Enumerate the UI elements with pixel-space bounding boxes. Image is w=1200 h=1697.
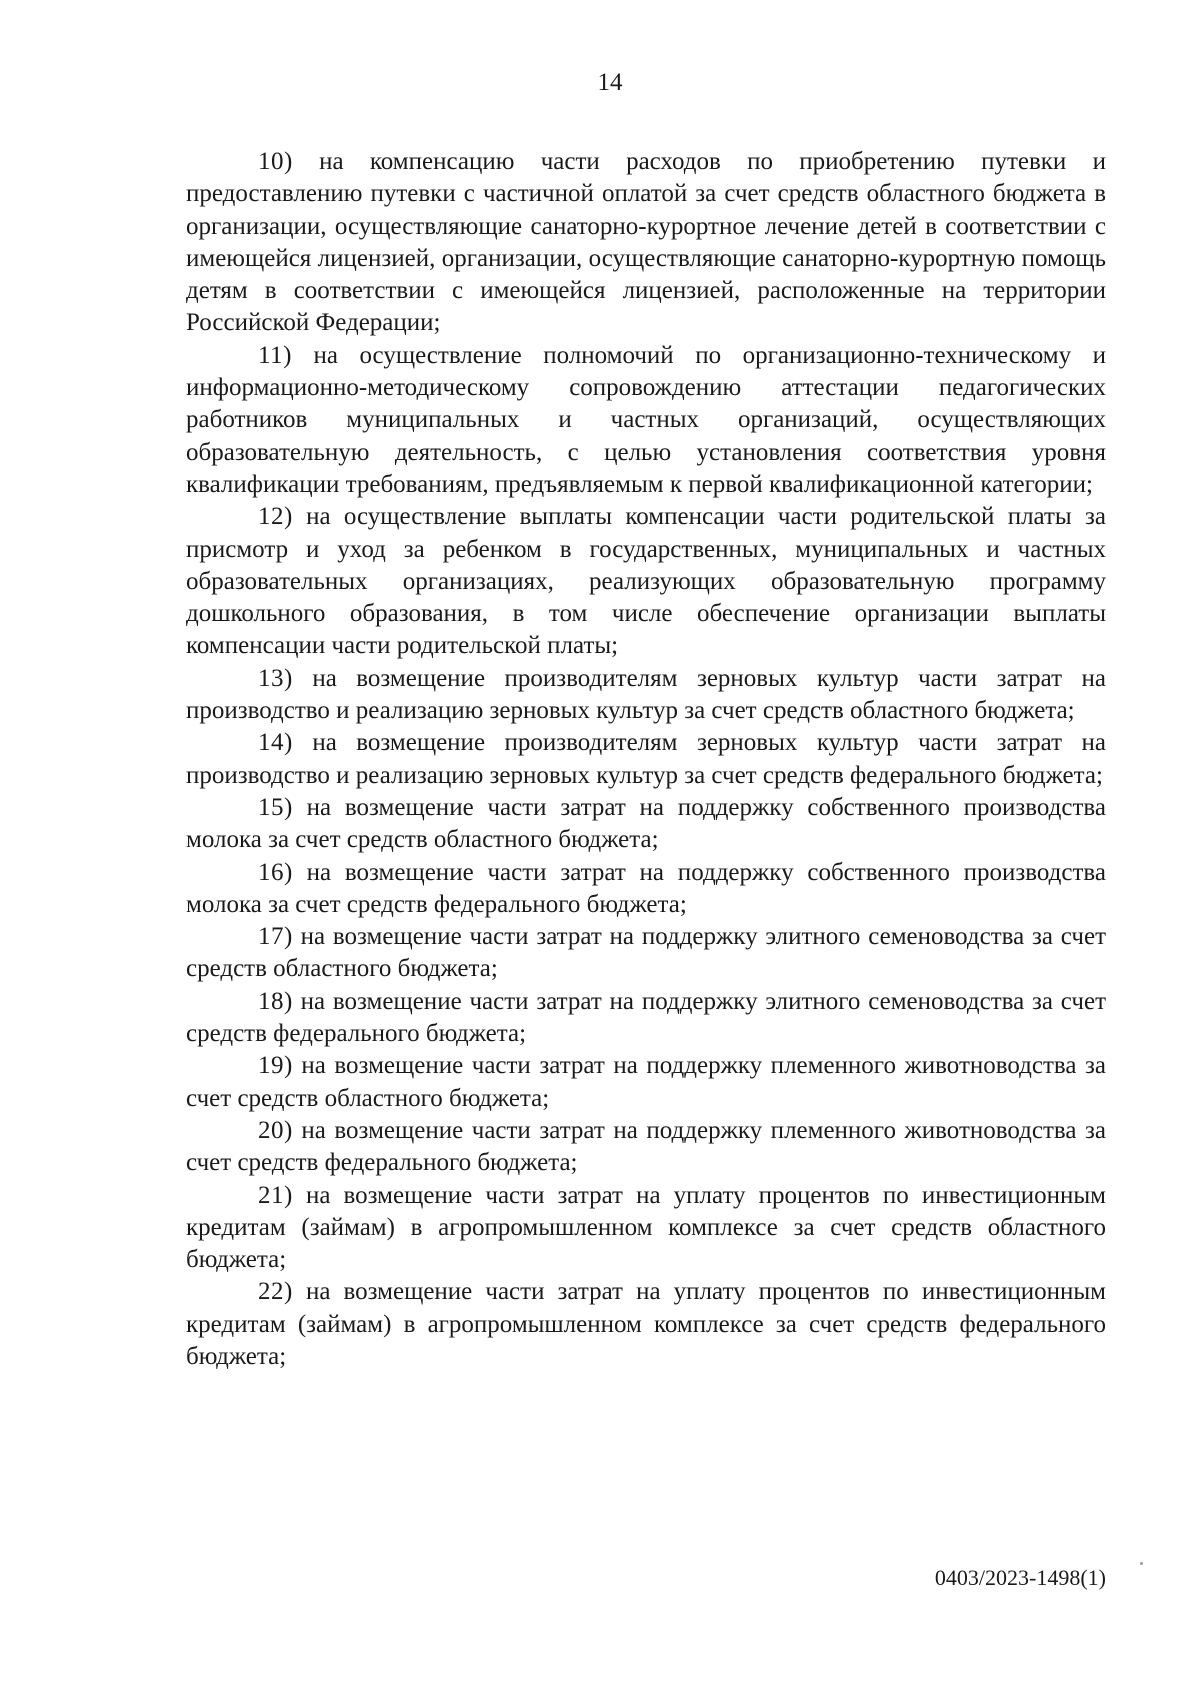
item-number: 14) (258, 729, 293, 757)
item-number: 19) (258, 1052, 293, 1080)
list-item (186, 1180, 1106, 1277)
list-item (186, 1276, 1106, 1373)
item-text: на осуществление полномочий по организационно-техническому и информационно-методическому сопровождению аттестации педагогических работников муниципальных и частных организаций, осуществляющих образовательную деятельность, с целью установления соответствия уровня квалификации требованиям, предъявляемым к первой квалификационной категории; (186, 341, 1106, 498)
item-text: на возмещение части затрат на поддержку собственного производства молока за счет средств областного бюджета; (186, 793, 1106, 854)
item-number: 22) (258, 1278, 293, 1306)
item-number: 16) (258, 858, 293, 886)
item-text: на возмещение производителям зерновых культур части затрат на производство и реализацию зерновых культур за счет средств областного бюджета; (186, 664, 1106, 725)
item-text: на возмещение производителям зерновых культур части затрат на производство и реализацию зерновых культур за счет средств федерального бюджета; (186, 729, 1106, 789)
item-text: на возмещение части затрат на уплату процентов по инвестиционным кредитам (займам) в агропромышленном комплексе за счет средств федерального бюджета; (186, 1278, 1107, 1370)
item-text: на возмещение части затрат на поддержку собственного производства молока за счет средств федерального бюджета; (186, 858, 1106, 918)
scan-artifact (1140, 1562, 1143, 1565)
list-item (186, 340, 1106, 501)
item-text: на возмещение части затрат на поддержку элитного семеноводства за счет средств федерального бюджета; (186, 987, 1106, 1048)
document-registration-code: 0403/2023-1498(1) (934, 1565, 1106, 1590)
item-text: на осуществление выплаты компенсации части родительской платы за присмотр и уход за ребенком в государственных, муниципальных и частных образовательных организациях, реализующих образовательную программу дошкольного образования, в том числе обеспечение организации выплаты компенсации части родительской платы; (186, 503, 1106, 660)
list-item (186, 986, 1106, 1051)
list-item (186, 1050, 1106, 1115)
item-number: 20) (258, 1116, 293, 1144)
list-item (186, 792, 1106, 857)
item-number: 15) (258, 793, 293, 821)
item-number: 11) (258, 341, 292, 369)
page-number: 14 (597, 69, 623, 96)
item-text: на возмещение части затрат на уплату процентов по инвестиционным кредитам (займам) в агропромышленном комплексе за счет средств областного бюджета; (186, 1181, 1107, 1274)
list-item (186, 1115, 1106, 1180)
item-number: 21) (258, 1181, 293, 1209)
item-text: на возмещение части затрат на поддержку элитного семеноводства за счет средств областного бюджета; (186, 923, 1106, 983)
document-body (186, 146, 1106, 1373)
item-number: 17) (258, 923, 293, 951)
list-item (186, 857, 1106, 922)
item-text: на компенсацию части расходов по приобретению путевки и предоставлению путевки с частичной оплатой за счет средств областного бюджета в организации, осуществляющие санаторно-курортное лечение детей в соответствии с имеющейся лицензией, организации, осуществляющие санаторно-курортную помощь детям в соответствии с имеющейся лицензией, расположенные на территории Российской Федерации; (186, 148, 1106, 337)
item-number: 13) (258, 664, 293, 692)
list-item (186, 663, 1106, 728)
list-item (186, 501, 1106, 662)
item-text: на возмещение части затрат на поддержку племенного животноводства за счет средств областного бюджета; (186, 1052, 1107, 1112)
item-number: 10) (258, 148, 293, 175)
list-item (186, 727, 1106, 792)
item-text: на возмещение части затрат на поддержку племенного животноводства за счет средств федерального бюджета; (186, 1116, 1107, 1177)
item-number: 18) (258, 987, 293, 1015)
list-item (186, 921, 1106, 986)
item-number: 12) (258, 503, 293, 531)
list-item (186, 146, 1106, 340)
